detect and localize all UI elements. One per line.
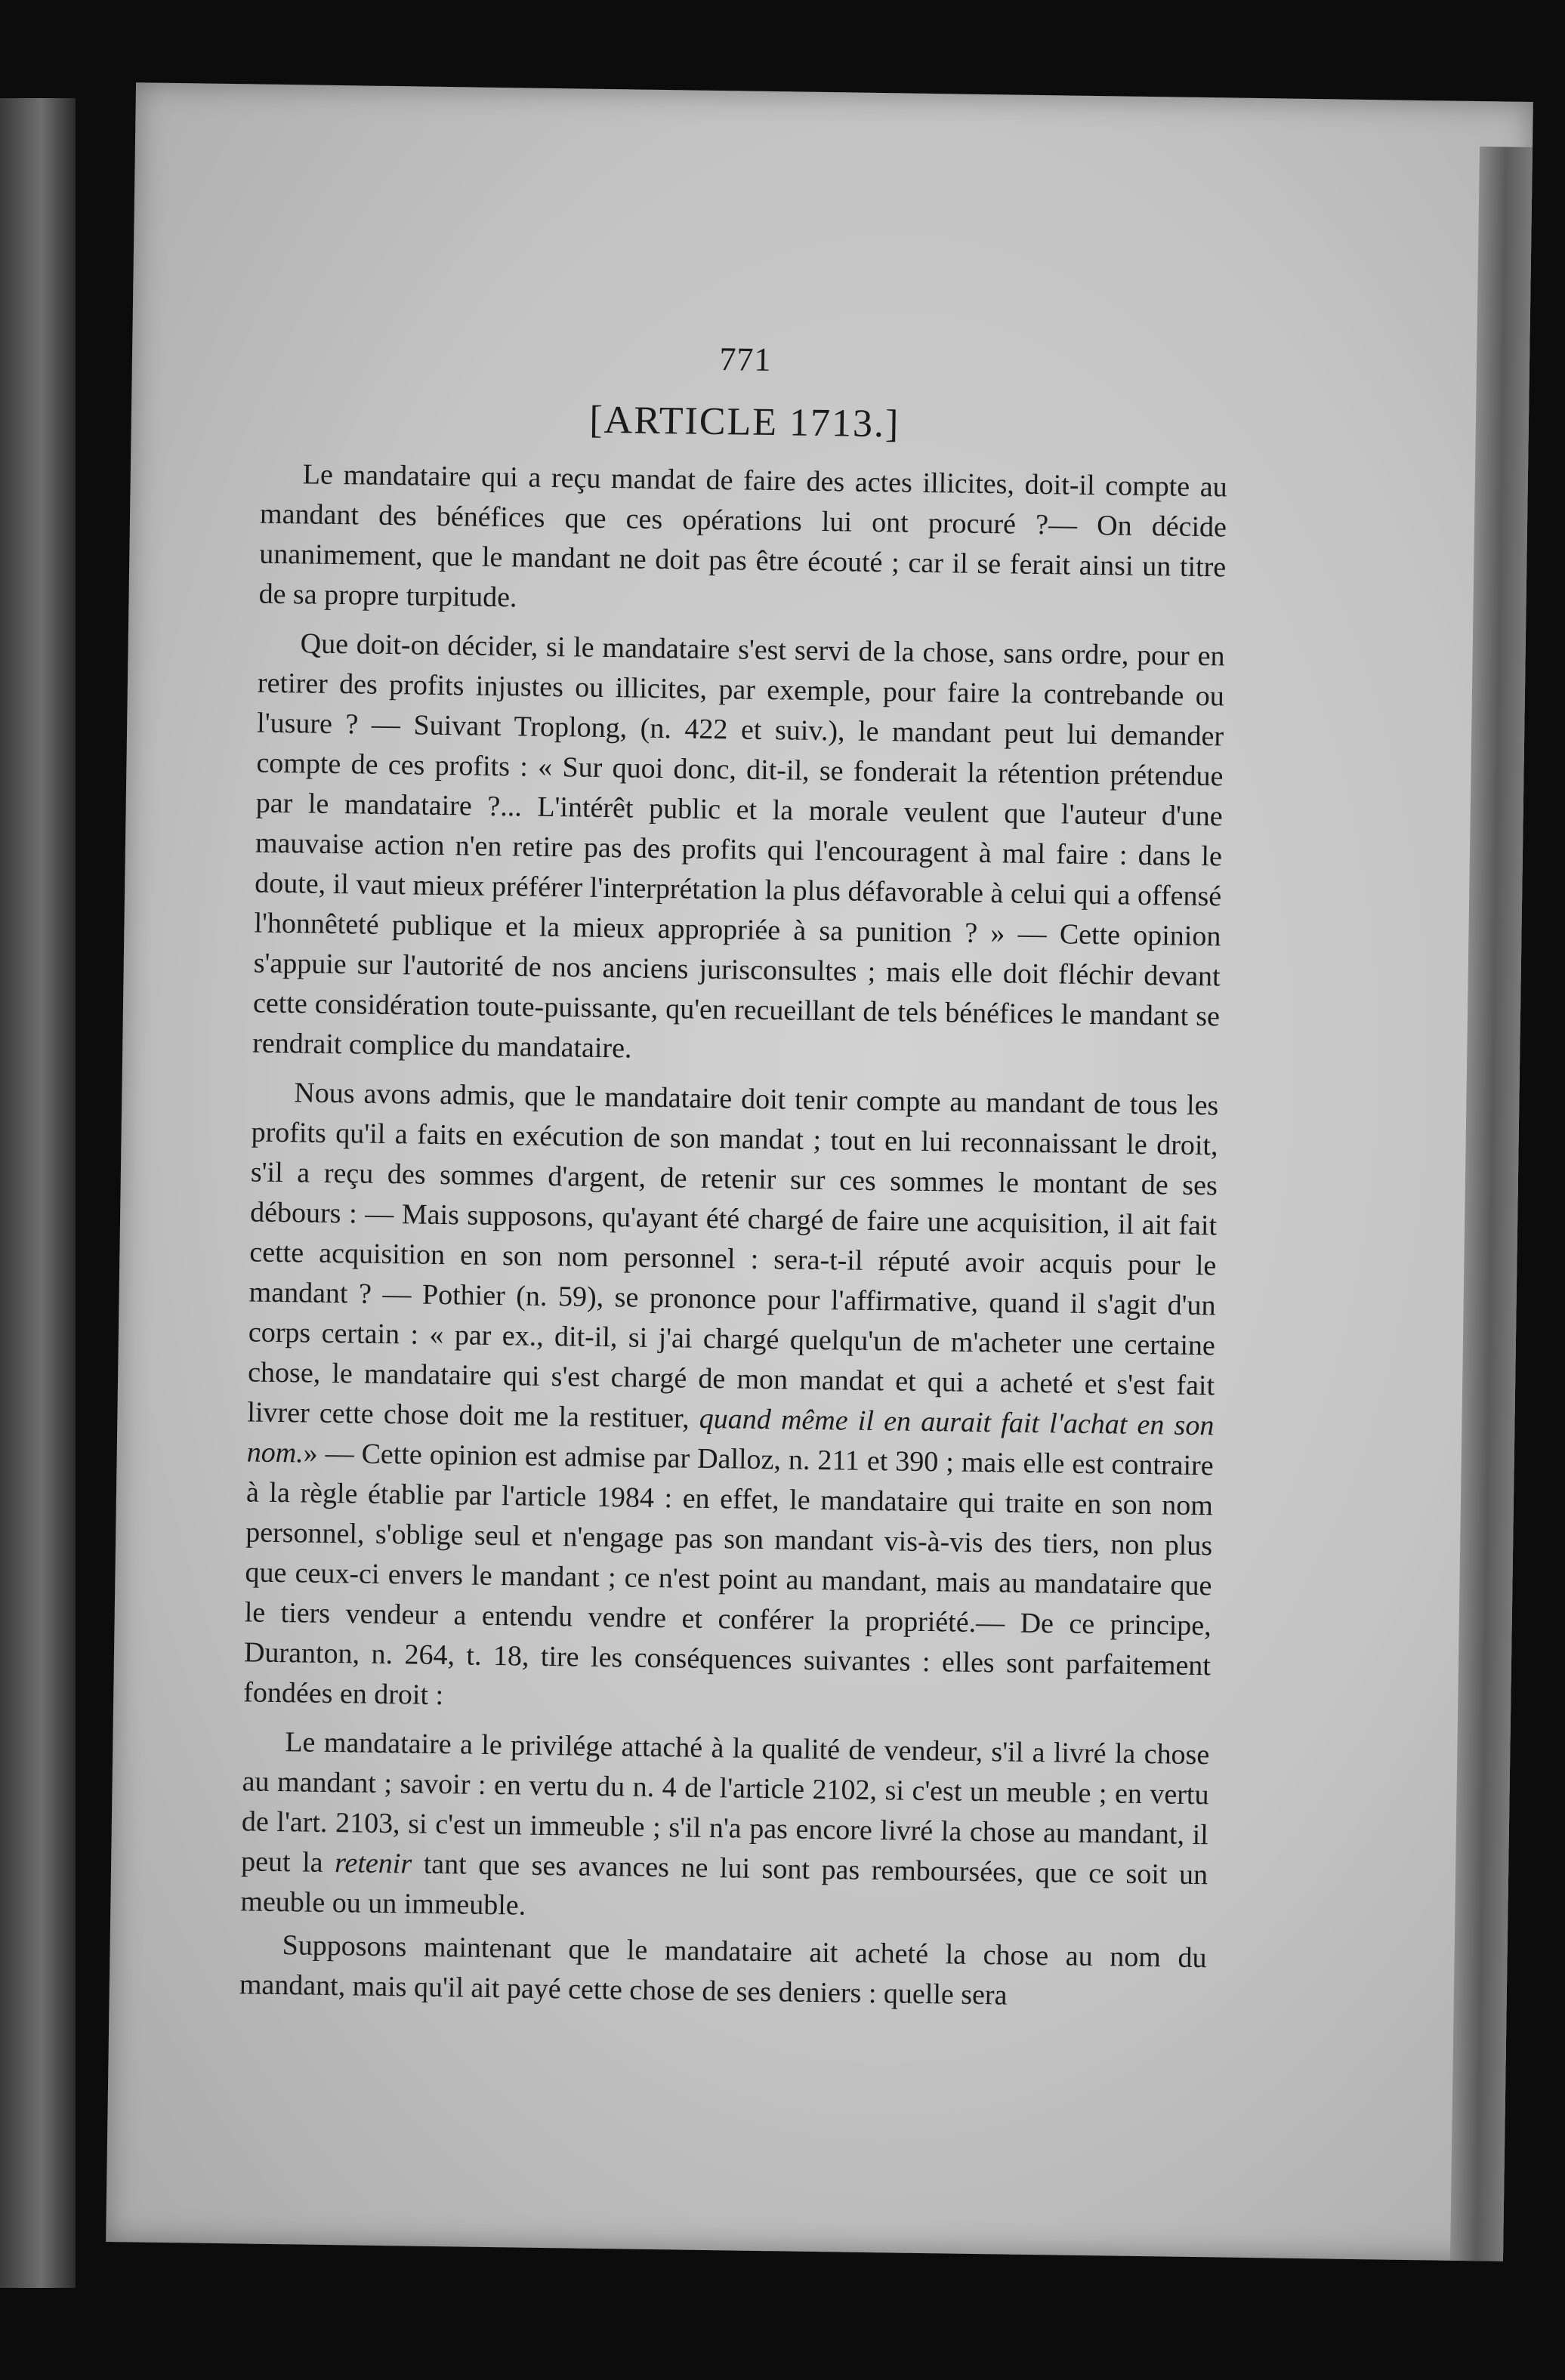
page-number: 771: [719, 341, 772, 379]
article-heading: [ARTICLE 1713.]: [588, 398, 900, 446]
book-page: [106, 82, 1533, 2261]
page-edge-stack: [1450, 146, 1533, 2261]
paragraph-5: Supposons maintenant que le mandataire ait acheté la chose au nom du mandant, mais qu'il ait payé cette chose de ses deniers : quelle sera: [239, 1929, 1207, 2012]
paragraph-4: [240, 1722, 1210, 1935]
paragraph-3-text-after: » — Cette opinion est admise par Dalloz, n. 211 et 390 ; mais elle est contraire à la règle établie par l'article 1984 : en effet, le mandataire qui traite en son nom personnel, s'oblige seul et n'engage pas son mandant vis-à-vis des tiers, non plus que ceux-ci envers le mandant ; ce n'est point au mandant, mais au mandataire que le tiers vendeur a entendu vendre et conférer la propriété.— De ce principe, Duranton, n. 264, t. 18, tire les conséquences suivantes : elles sont parfaitement fondées en droit :: [243, 1437, 1214, 1712]
paragraph-1: Le mandataire qui a reçu mandat de faire des actes illicites, doit-il compte au mandant des bénéfices que ces opérations lui ont procuré ?— On décide unanimement, que le mandant ne doit pas être écouté ; car il se ferait ainsi un titre de sa propre turpitude.: [258, 458, 1228, 614]
paragraph-3-text-before: Nous avons admis, que le mandataire doit tenir compte au mandant de tous les profits qu'il a faits en exécution de son mandat ; tout en lui reconnaissant le droit, s'il a reçu des sommes d'argent, de retenir sur ces sommes le montant de ses débours : — Mais supposons, qu'ayant été chargé de faire une acquisition, il ait fait cette acquisition en son nom personnel : sera-t-il réputé avoir acquis pour le mandant ? — Pothier (n. 59), se prononce pour l'affirmative, quand il s'agit d'un corps certain : « par ex., dit-il, si j'ai chargé quelqu'un de m'acheter une certaine chose, le mandataire qui s'est chargé de mon mandat et qui a acheté et s'est fait livrer cette chose doit me la restituer,: [247, 1077, 1219, 1435]
paragraph-3-italic-quote: quand même il en aurait fait l'achat en son nom.: [246, 1402, 1215, 1469]
paragraph-4-text-after: tant que ses avances ne lui sont pas remboursées, que ce soit un meuble ou un immeuble.: [240, 1848, 1208, 1922]
left-page-edge: [0, 98, 76, 2288]
page-text-block: [239, 334, 1229, 2028]
paragraph-4-text-before: Le mandataire a le privilége attaché à la qualité de vendeur, s'il a livré la chose au mandant ; savoir : en vertu du n. 4 de l'article 2102, si c'est un meuble ; en vertu de l'art. 2103, si c'est un immeuble ; s'il n'a pas encore livré la chose au mandant, il peut la: [240, 1726, 1210, 1879]
paragraph-3: [243, 1072, 1219, 1726]
paragraph-4-italic-word: retenir: [334, 1847, 412, 1880]
paragraph-2: Que doit-on décider, si le mandataire s'est servi de la chose, sans ordre, pour en retirer des profits injustes ou illicites, par exemple, pour faire la contrebande ou l'usure ? — Suivant Troplong, (n. 422 et suiv.), le mandant peut lui demander compte de ces profits : « Sur quoi donc, dit-il, se fonderait la rétention prétendue par le mandataire ?... L'intérêt public et la morale veulent que l'auteur d'une mauvaise action n'en retire pas des profits qui l'encouragent à mal faire : dans le doute, il vaut mieux préférer l'interprétation la plus défavorable à celui qui a offensé l'honnêteté publique et la mieux appropriée à sa punition ? » — Cette opinion s'appuie sur l'autorité de nos anciens jurisconsultes ; mais elle doit fléchir devant cette considération toute-puissante, qu'en recueillant de tels bénéfices le mandant se rendrait complice du mandataire.: [252, 627, 1225, 1065]
